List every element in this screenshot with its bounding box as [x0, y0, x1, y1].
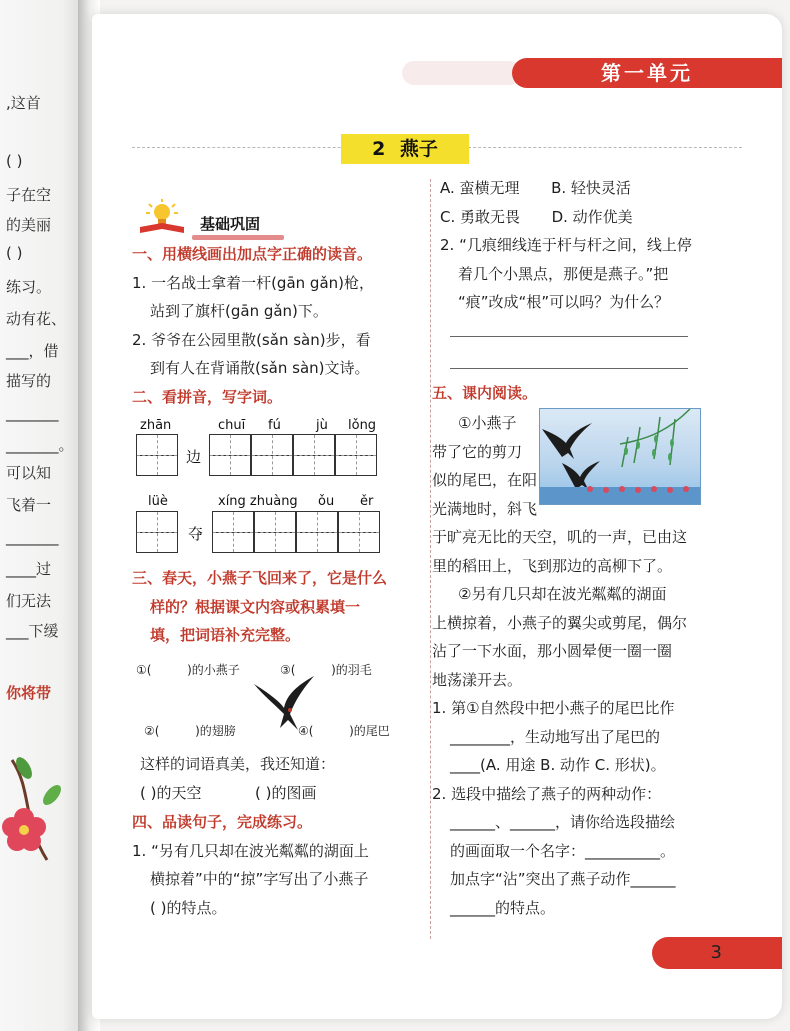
section4-q1-line3: ( )的特点。 — [150, 898, 227, 917]
section3-extra-text: 这样的词语真美，我还知道： — [140, 755, 336, 773]
given-char-duo: 夺 — [188, 525, 204, 543]
section5-q2-line5: ______的特点。 — [450, 898, 556, 917]
option-b: B. 轻快灵活 — [551, 179, 631, 197]
lesson-number: 2 — [372, 138, 386, 160]
lesson-title — [341, 134, 469, 164]
section3-block — [132, 564, 422, 650]
option-row-1 — [440, 174, 740, 203]
passage-line: 带了它的剪刀 — [432, 442, 523, 461]
fill-item-2-num: ②( — [144, 724, 160, 738]
section5-heading: 五、课内阅读。 — [432, 384, 538, 402]
pinyin-ou: ǒu — [318, 494, 335, 509]
passage-line: 光满地时，斜飞 — [432, 499, 538, 518]
write-box[interactable] — [293, 434, 335, 476]
answer-line[interactable] — [450, 368, 688, 369]
section4-heading: 四、品读句子，完成练习。 — [132, 813, 313, 831]
fill-item-1-num: ①( — [136, 663, 152, 677]
left-column — [132, 240, 422, 411]
fill-item-3-num: ③( — [280, 663, 296, 677]
section4-block — [132, 808, 422, 922]
fill-item-1-text: )的小燕子 — [187, 663, 240, 677]
section5-q1-line3: ____(A. 用途 B. 动作 C. 形状)。 — [450, 756, 666, 774]
option-d: D. 动作优美 — [551, 207, 633, 226]
section5-q1-line1: 1. 第①自然段中把小燕子的尾巴比作 — [432, 699, 675, 717]
fill-item-4-num: ④( — [298, 724, 314, 738]
section5-q2-line2: ______、______，请你给选段描绘 — [450, 813, 676, 831]
section1-heading: 一、用横线画出加点字正确的读音。 — [132, 245, 373, 263]
section3-heading-1: 三、春天，小燕子飞回来了，它是什么 — [132, 569, 388, 587]
passage-line: 沾了一下水面，那小圆晕便一圈一圈 — [432, 642, 673, 660]
right-q2-line3: “痕”改成“根”可以吗？为什么？ — [458, 293, 670, 311]
basic-review-label — [136, 199, 296, 239]
write-box[interactable] — [212, 511, 254, 553]
pinyin-fu: fú — [268, 418, 281, 433]
peach-blossom-icon — [2, 750, 82, 870]
left-text-line: _______。 — [6, 436, 74, 454]
passage-line: 里的稻田上，飞到那边的高柳下了。 — [432, 556, 673, 575]
passage-line: ①小燕子 — [458, 414, 517, 432]
fill-item-2-text: )的翅膀 — [195, 724, 236, 738]
unit-banner: 第一单元 — [512, 58, 782, 88]
passage-line: 于旷亮无比的天空，叽的一声，已由这 — [432, 528, 688, 546]
left-text-line: 你将带 — [6, 684, 52, 702]
write-box[interactable] — [335, 434, 377, 476]
left-text-line: ___下缓 — [6, 622, 59, 640]
passage-line: 上横掠着，小燕子的翼尖或剪尾，偶尔 — [432, 613, 688, 632]
pinyin-xingzhuang: xíng zhuàng — [218, 494, 298, 509]
option-row-2 — [440, 203, 740, 232]
answer-line[interactable] — [450, 336, 688, 337]
left-page-edge — [0, 0, 88, 1031]
section5-q2-line1: 2. 选段中描绘了燕子的两种动作： — [432, 784, 662, 803]
right-q2-line2: 着几个小黑点，那便是燕子。”把 — [458, 264, 669, 283]
fill-item-1 — [136, 659, 240, 682]
write-box[interactable] — [251, 434, 293, 476]
write-box[interactable] — [338, 511, 380, 553]
section1-q1-line1: 1. 一名战士拿着一杆(gān gǎn)枪， — [132, 273, 374, 292]
section1-q1-line2: 站到了旗杆(gān gǎn)下。 — [150, 302, 328, 320]
passage-line: 似的尾巴，在阳 — [432, 471, 538, 489]
section3-extra-fills — [140, 779, 430, 808]
left-text-line: ___，借 — [6, 342, 59, 360]
left-text-line: 动有花、 — [6, 310, 67, 328]
section1-q2-line2: 到有人在背诵散(sǎn sàn)文诗。 — [150, 359, 370, 377]
option-a: A. 蛮横无理 — [440, 179, 520, 197]
left-text-line: 的美丽 — [6, 216, 52, 234]
section4-q1-line1: 1. “另有几只却在波光粼粼的湖面上 — [132, 841, 369, 860]
swallow-willow-illustration — [539, 408, 701, 505]
section5-heading-block — [432, 379, 732, 408]
section2-heading: 二、看拼音，写字词。 — [132, 387, 283, 406]
left-text-line: 子在空 — [6, 186, 52, 204]
pinyin-long: lǒng — [348, 418, 377, 433]
left-text-line: ( ) — [6, 244, 23, 262]
swallow-willow-scene-icon — [540, 409, 700, 504]
write-box[interactable] — [136, 511, 178, 553]
pinyin-ju: jù — [316, 418, 328, 433]
write-box[interactable] — [296, 511, 338, 553]
section3-heading-2: 样的？根据课文内容或积累填一 — [150, 597, 361, 616]
pinyin-lue: lüè — [148, 494, 168, 509]
right-column-top — [440, 174, 740, 317]
pinyin-chui: chuī — [218, 418, 246, 433]
section1-q2-line1: 2. 爷爷在公园里散(sǎn sàn)步，看 — [132, 330, 371, 349]
left-text-line: ____过 — [6, 560, 52, 578]
page-number: 3 — [652, 937, 782, 969]
section3-heading-3: 填，把词语补充完整。 — [150, 626, 301, 644]
column-divider — [430, 179, 431, 939]
extra-fill-picture: ( )的图画 — [255, 783, 317, 802]
fill-item-4 — [298, 720, 390, 743]
section5-q2-line3: 的画面取一个名字：__________。 — [450, 841, 676, 860]
left-text-line: 描写的 — [6, 372, 52, 390]
left-text-line: _______ — [6, 528, 59, 546]
passage-rest — [432, 523, 742, 922]
left-text-line: 们无法 — [6, 592, 52, 610]
lightbulb-book-icon — [136, 199, 188, 235]
write-box[interactable] — [209, 434, 251, 476]
basic-review-text: 基础巩固 — [200, 215, 261, 233]
extra-fill-sky: ( )的天空 — [140, 783, 202, 802]
write-box[interactable] — [136, 434, 178, 476]
unit-ghost-banner — [402, 61, 522, 85]
section5-q2-line4: 加点字“沾”突出了燕子动作______ — [450, 870, 676, 888]
option-c: C. 勇敢无畏 — [440, 207, 521, 226]
fill-item-2 — [144, 720, 236, 743]
fill-item-4-text: )的尾巴 — [349, 724, 390, 738]
left-text-line: ( ) — [6, 152, 23, 170]
section4-q1-line2: 横掠着”中的“掠”字写出了小燕子 — [150, 870, 369, 888]
section3-extra — [140, 750, 430, 807]
lesson-name: 燕子 — [399, 138, 438, 160]
section5-q1-line2: ________，生动地写出了尾巴的 — [450, 727, 661, 746]
pinyin-zhan: zhān — [140, 418, 172, 433]
left-text-line: 可以知 — [6, 464, 52, 482]
passage-line: 地荡漾开去。 — [432, 670, 523, 689]
left-text-line: _______ — [6, 404, 59, 422]
left-text-line: 飞着一 — [6, 496, 52, 514]
given-char-bian: 边 — [186, 448, 202, 466]
left-text-line: ,这首 — [6, 94, 41, 112]
right-q2-line1: 2. “几痕细线连于杆与杆之间，线上停 — [440, 236, 692, 254]
fill-item-3-text: )的羽毛 — [331, 663, 372, 677]
workbook-page — [92, 14, 782, 1019]
left-text-line: 练习。 — [6, 278, 52, 296]
write-box[interactable] — [254, 511, 296, 553]
pinyin-er: ěr — [360, 494, 374, 509]
passage-para1-wrap — [432, 409, 552, 523]
passage-line: ②另有几只却在波光粼粼的湖面 — [458, 585, 667, 603]
